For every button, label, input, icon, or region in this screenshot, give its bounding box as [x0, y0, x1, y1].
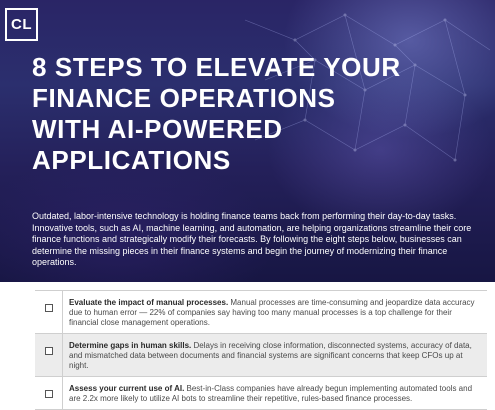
title-line: APPLICATIONS [32, 145, 231, 175]
intro-paragraph: Outdated, labor-intensive technology is holding finance teams back from performing their day-to-day tasks. Innovative tools, such as AI, machine learning, and automation, are helping organizations streamline their core finance functions and strategically modify their forecasts. By following the eight steps below, businesses can determine the missing pieces in their finance systems and begin the journey of modernizing their finance operations. [32, 211, 472, 268]
company-logo: CL [5, 8, 38, 41]
step-body: Manual processes are time-consuming and jeopardize data accuracy due to human error — 22% of companies say having too many manual processes is a top challenge for their financial close management operations. [69, 298, 475, 327]
step-text [62, 334, 487, 376]
step-heading: Assess your current use of AI. [69, 384, 185, 393]
step-heading: Evaluate the impact of manual processes. [69, 298, 229, 307]
steps-checklist [35, 290, 487, 410]
checklist-row [35, 334, 487, 377]
checkbox[interactable] [45, 347, 53, 355]
title-line: WITH AI-POWERED [32, 114, 283, 144]
checkbox[interactable] [45, 304, 53, 312]
step-body: Best-in-Class companies have already begun implementing automated tools and are 2.2x more likely to utilize AI bots to streamline their repetitive, rules-based finance processes. [69, 384, 473, 403]
step-heading: Determine gaps in human skills. [69, 341, 192, 350]
step-text [62, 377, 487, 409]
title-line: FINANCE OPERATIONS [32, 83, 336, 113]
step-text [62, 291, 487, 333]
checklist-row [35, 377, 487, 410]
checklist-row [35, 291, 487, 334]
page-title [32, 52, 487, 176]
checkbox[interactable] [45, 390, 53, 398]
step-body: Delays in receiving close information, disconnected systems, accuracy of data, and mismatched data between documents and financial systems are significant concerns that keep CFOs up at night. [69, 341, 472, 370]
title-line: 8 STEPS TO ELEVATE YOUR [32, 52, 401, 82]
